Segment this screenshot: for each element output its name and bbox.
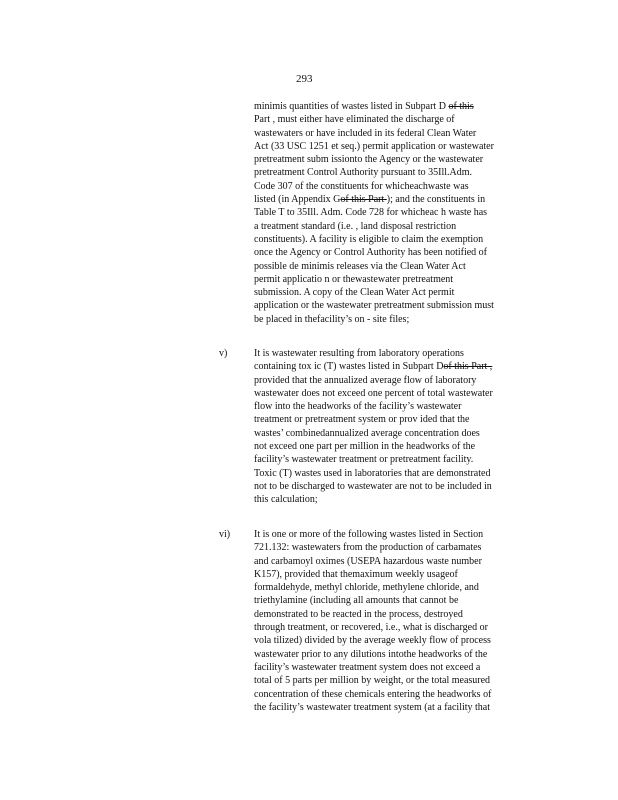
text-line: total of 5 parts per million by weight, or the total measured — [254, 675, 491, 687]
text-line: Toxic (T) wastes used in laboratories that are demonstrated — [254, 467, 491, 479]
text-line: Table T to 35Ill. Adm. Code 728 for whicheac h waste has — [254, 207, 488, 219]
text-line: It is wastewater resulting from laboratory operations — [254, 348, 464, 359]
text-line: wastewater does not exceed one percent of total wastewater — [254, 387, 493, 399]
text-line: be placed in thefacility’s on - site files; — [254, 313, 410, 325]
list-marker: v) — [219, 348, 228, 359]
page-number: 293 — [296, 73, 313, 85]
text-line: the facility’s wastewater treatment system (at a facility that — [254, 701, 491, 713]
text-line: through treatment, or recovered, i.e., what is discharged or — [254, 622, 488, 634]
text-line: Part , must either have eliminated the discharge of — [254, 114, 455, 126]
text-line: listed (in Appendix Gof this Part ); and the constituents in — [254, 194, 486, 206]
text-line: flow into the headworks of the facility’s wastewater — [254, 401, 462, 413]
text-line: pretreatment subm issionto the Agency or the wastewater — [254, 154, 484, 166]
text-line: demonstrated to be reacted in the process, destroyed — [254, 608, 463, 620]
paragraph-continuation — [254, 100, 540, 326]
text-line: provided that the annualized average flow of laboratory — [254, 374, 477, 386]
text-line: constituents). A facility is eligible to claim the exemption — [254, 233, 484, 245]
text-line: permit applicatio n or thewastewater pretreatment — [254, 273, 454, 285]
text-line: submission. A copy of the Clean Water Act permit — [254, 287, 455, 299]
text-line: minimis quantities of wastes listed in Subpart D of this — [254, 101, 474, 112]
text-line: not exceed one part per million in the headworks of the — [254, 441, 476, 453]
struck-text: of this — [448, 101, 474, 112]
text-line: pretreatment Control Authority pursuant to 35Ill.Adm. — [254, 167, 473, 179]
text-line: and carbamoyl oximes (USEPA hazardous waste number — [254, 555, 482, 567]
text-line: triethylamine (including all amounts that cannot be — [254, 595, 459, 607]
text-line: wastes’ combinedannualized average concentration does — [254, 427, 480, 439]
text-line: this calculation; — [254, 494, 318, 506]
text-line: formaldehyde, methyl chloride, methylene chloride, and — [254, 582, 479, 594]
list-marker: vi) — [219, 529, 231, 540]
text-line: containing tox ic (T) wastes listed in Subpart Dof this Part , — [254, 361, 493, 373]
text-line: a treatment standard (i.e. , land disposal restriction — [254, 220, 457, 232]
struck-text: of this Part — [340, 194, 387, 206]
paragraph-vi — [254, 528, 540, 714]
struck-text: of this Part , — [443, 361, 493, 373]
text-line: application or the wastewater pretreatment submission must — [254, 300, 494, 312]
text-line: facility’s wastewater treatment system does not exceed a — [254, 661, 481, 673]
text-line: facility’s wastewater treatment or pretreatment facility. — [254, 454, 474, 466]
text-line: 721.132: wastewaters from the production of carbamates — [254, 542, 482, 554]
text-line: It is one or more of the following wastes listed in Section — [254, 529, 484, 540]
text-line: once the Agency or Control Authority has been notified of — [254, 247, 488, 259]
text-line: wastewaters or have included in its federal Clean Water — [254, 127, 477, 139]
text-line: treatment or pretreatment system or prov ided that the — [254, 414, 470, 426]
text-line: vola tilized) divided by the average weekly flow of process — [254, 635, 491, 647]
text-line: possible de minimis releases via the Clean Water Act — [254, 260, 466, 272]
text-line: K157), provided that themaximum weekly usageof — [254, 568, 458, 580]
text-line: Act (33 USC 1251 et seq.) permit application or wastewater — [254, 140, 494, 152]
text-line: wastewater prior to any dilutions intothe headworks of the — [254, 648, 488, 660]
paragraph-v — [254, 347, 540, 507]
text-line: Code 307 of the constituents for whicheachwaste was — [254, 180, 469, 192]
text-line: not to be discharged to wastewater are not to be included in — [254, 480, 492, 492]
text-line: concentration of these chemicals entering the headworks of — [254, 688, 492, 700]
